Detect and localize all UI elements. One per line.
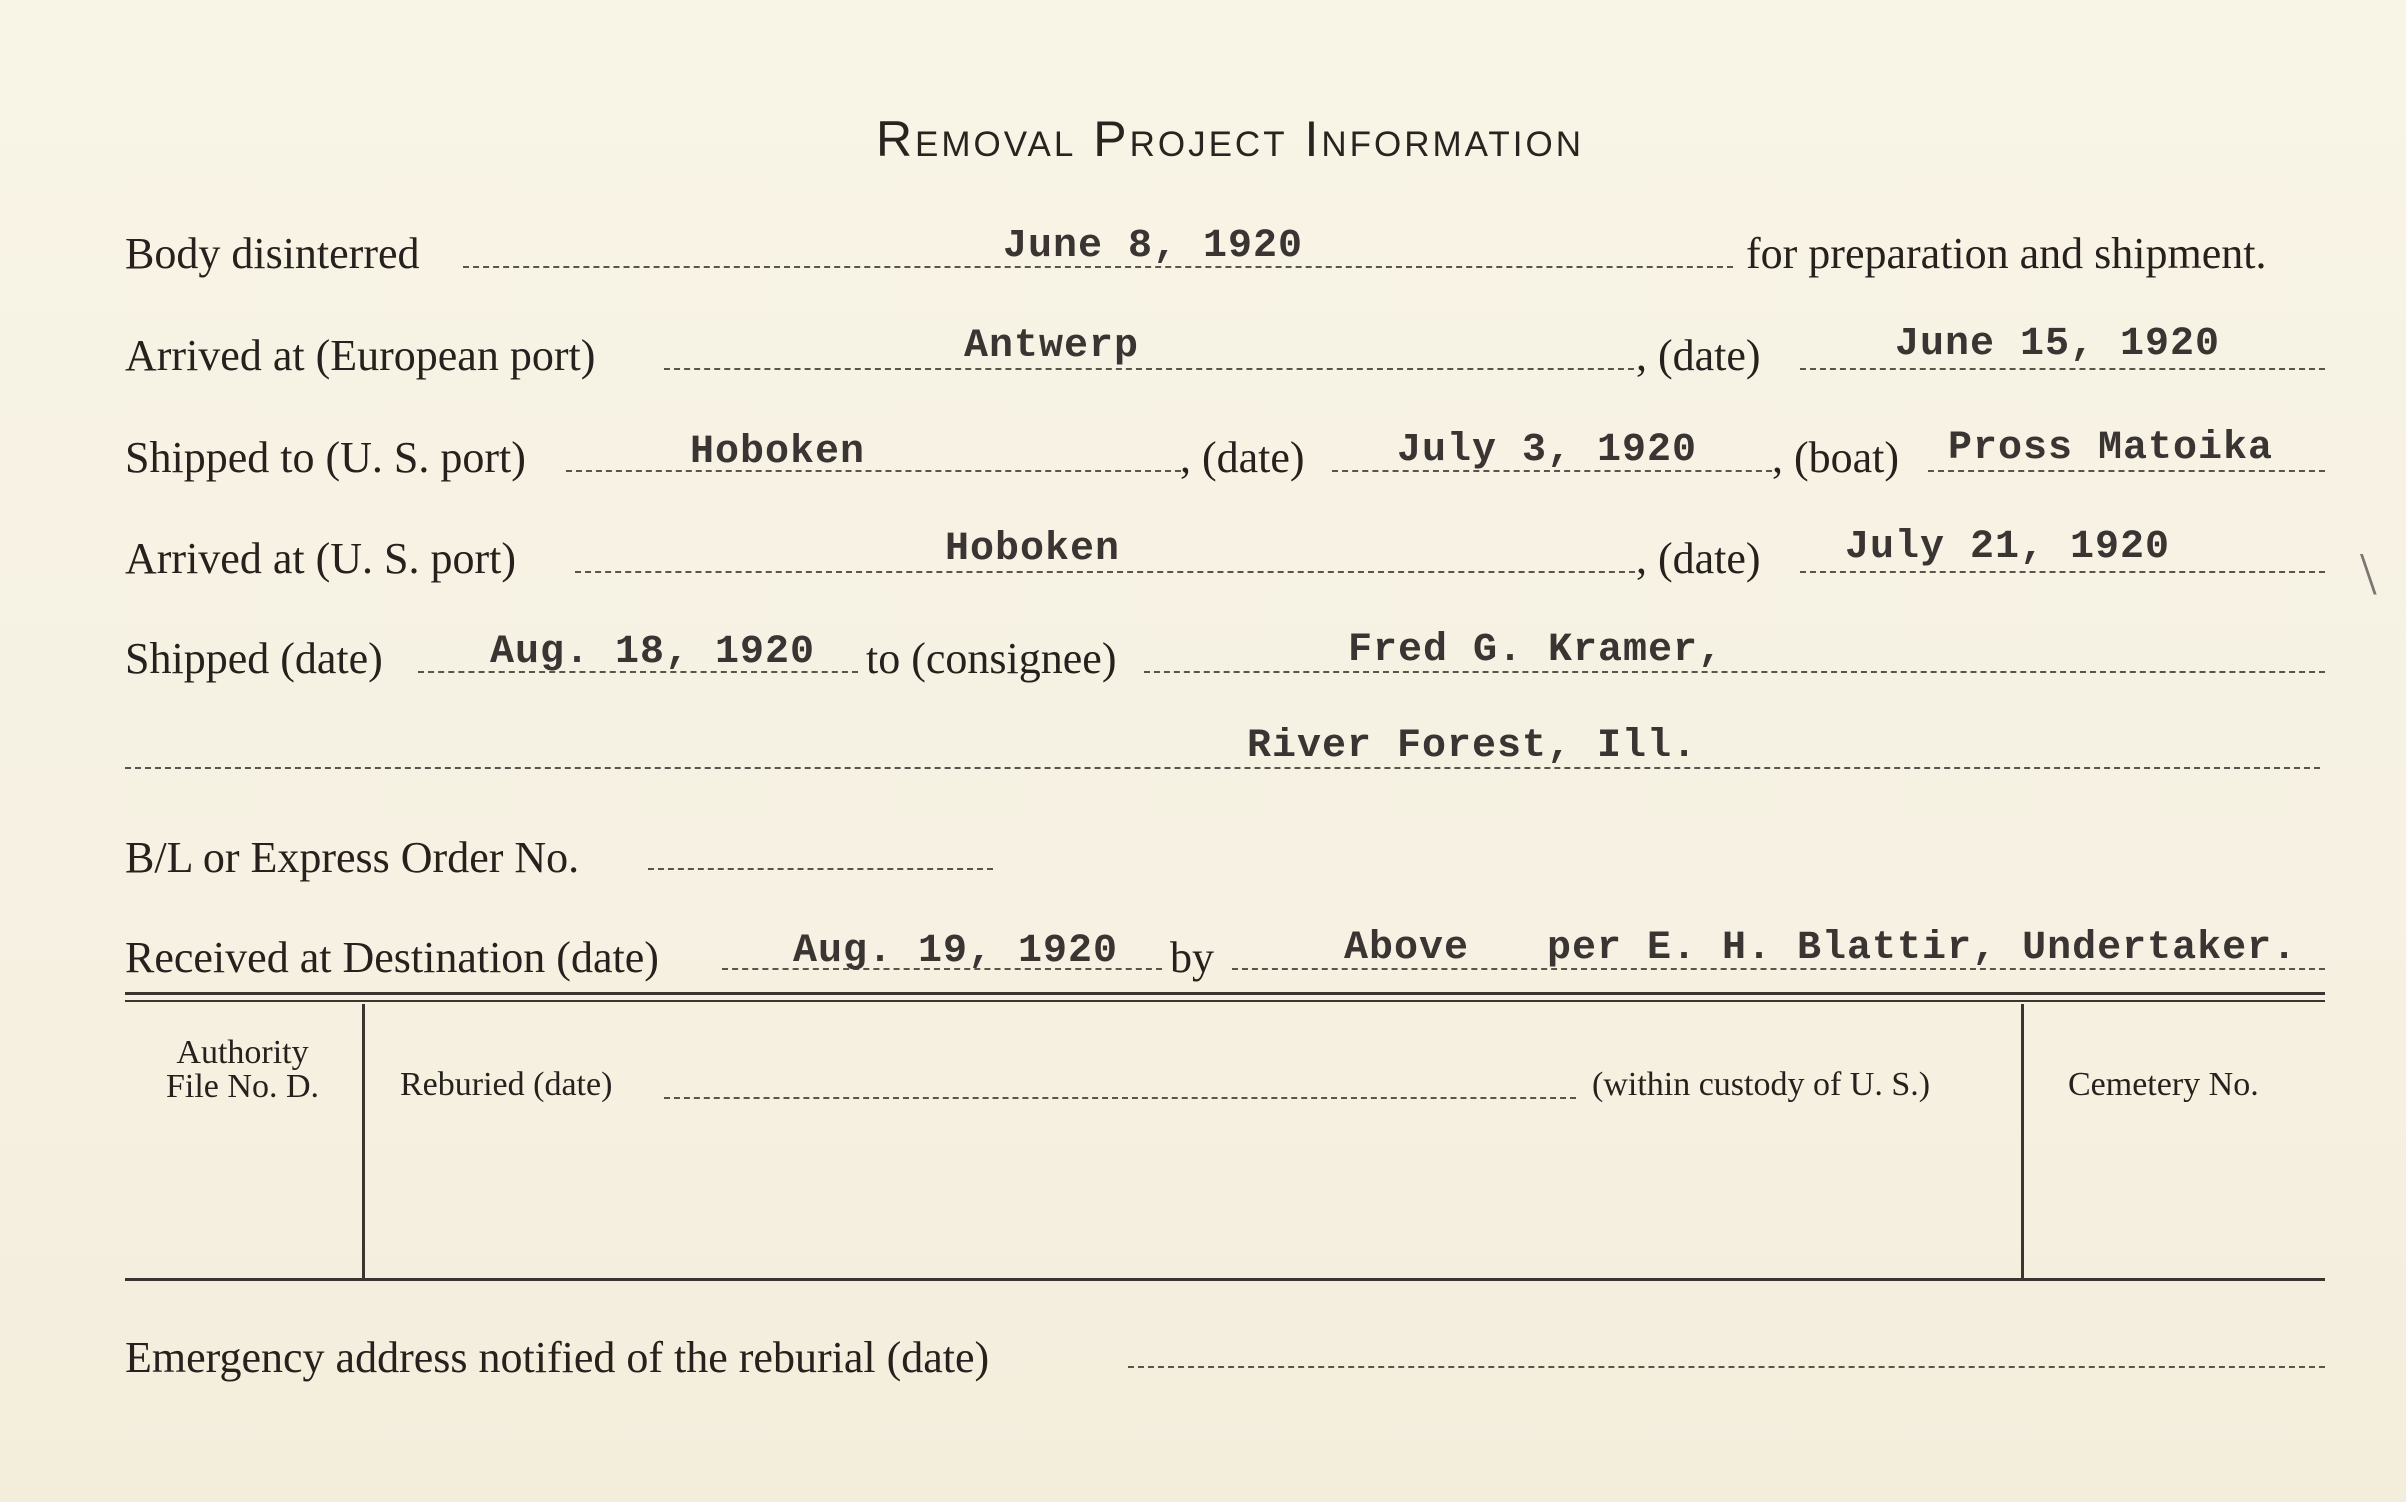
edge-tick-mark: \: [2360, 541, 2377, 607]
european-port-date-label: , (date): [1636, 331, 1761, 380]
box-bottom-rule: [125, 1278, 2325, 1281]
authority-line-1: Authority: [176, 1034, 309, 1071]
shipped-us-label: Shipped to (U. S. port): [125, 433, 526, 482]
emergency-line: [1128, 1366, 2325, 1368]
european-port-line: [664, 368, 1634, 370]
custody-label: (within custody of U. S.): [1592, 1066, 1931, 1103]
bl-label: B/L or Express Order No.: [125, 833, 580, 882]
authority-line-2: File No. D.: [166, 1068, 319, 1105]
consignee-line-2: [125, 767, 2320, 769]
shipped-us-line: [566, 470, 1181, 472]
authority-label: [130, 1036, 355, 1104]
arrived-us-port: Hoboken: [945, 527, 1121, 572]
bl-line: [648, 868, 993, 870]
consignee-line: [1144, 671, 2325, 673]
consignee-address: River Forest, Ill.: [1247, 724, 1698, 769]
european-port-date: June 15, 1920: [1895, 322, 2221, 367]
received-date: Aug. 19, 1920: [793, 929, 1119, 974]
box-top-rule-2: [125, 1000, 2325, 1002]
european-port-value: Antwerp: [964, 324, 1140, 369]
arrived-us-label: Arrived at (U. S. port): [125, 534, 517, 583]
card-title: Removal Project Information: [875, 111, 1585, 167]
shipped-us-date: July 3, 1920: [1397, 428, 1698, 473]
received-by-value: Above: [1344, 926, 1470, 971]
arrived-us-date-label: , (date): [1636, 534, 1761, 583]
consignee-label: to (consignee): [866, 634, 1117, 683]
european-port-label: Arrived at (European port): [125, 331, 596, 380]
disinterred-date: June 8, 1920: [1003, 224, 1304, 269]
box-divider-right: [2021, 1004, 2024, 1278]
shipped-us-port: Hoboken: [690, 430, 866, 475]
received-label: Received at Destination (date): [125, 933, 659, 982]
received-by-undertaker: per E. H. Blattir, Undertaker.: [1547, 926, 2298, 971]
arrived-us-date: July 21, 1920: [1845, 525, 2171, 570]
reburied-line: [664, 1097, 1576, 1099]
disinterred-suffix: for preparation and shipment.: [1746, 229, 2267, 278]
box-top-rule: [125, 992, 2325, 995]
arrived-us-date-line: [1800, 571, 2325, 573]
disinterred-label: Body disinterred: [125, 229, 420, 278]
reburied-label: Reburied (date): [400, 1066, 613, 1103]
european-date-line: [1800, 368, 2325, 370]
cemetery-label: Cemetery No.: [2068, 1066, 2259, 1103]
box-divider-left: [362, 1004, 365, 1278]
shipped-date: Aug. 18, 1920: [490, 630, 816, 675]
shipped-us-date-label: , (date): [1180, 433, 1305, 482]
shipped-us-boat: Pross Matoika: [1948, 426, 2274, 471]
shipped-date-label: Shipped (date): [125, 634, 383, 683]
emergency-label: Emergency address notified of the reburial (date): [125, 1333, 990, 1382]
received-by-label: by: [1170, 933, 1214, 982]
shipped-us-boat-label: , (boat): [1772, 433, 1900, 482]
consignee-name: Fred G. Kramer,: [1348, 628, 1724, 673]
